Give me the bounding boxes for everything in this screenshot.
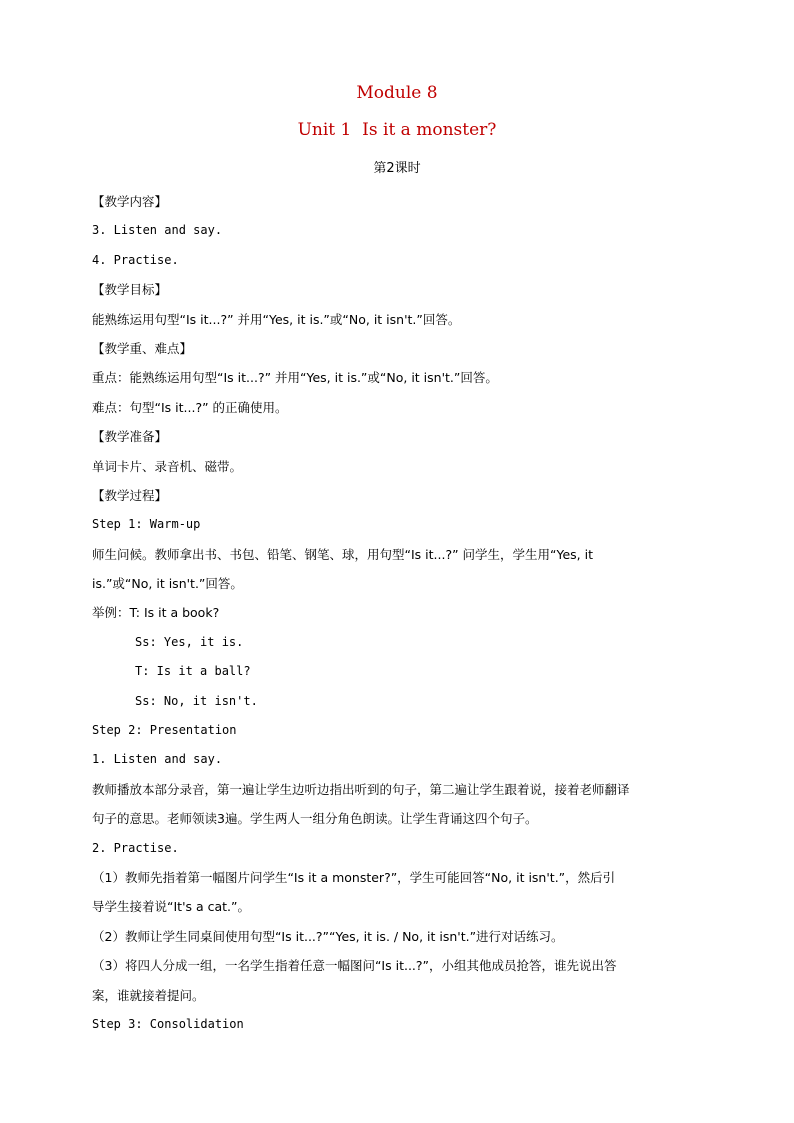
paragraph: 师生问候。教师拿出书、书包、铅笔、钢笔、球，用句型“Is it...?” 问学生，学生用“Yes, it: [92, 546, 594, 562]
paragraph: 能熟练运用句型“Is it...?” 并用“Yes, it is.”或“No, it isn't.”回答。: [92, 311, 461, 327]
step-heading: Step 3: Consolidation: [92, 1016, 244, 1031]
section-heading-key-points: 【教学重、难点】: [92, 340, 193, 356]
paragraph: 难点：句型“Is it...?” 的正确使用。: [92, 399, 288, 415]
paragraph: 案，谁就接着提问。: [92, 987, 205, 1003]
paragraph: 单词卡片、录音机、磁带。: [92, 458, 243, 474]
paragraph: 教师播放本部分录音，第一遍让学生边听边指出听到的句子，第二遍让学生跟着说，接着老师翻译: [92, 781, 630, 797]
section-heading-objectives: 【教学目标】: [92, 282, 168, 298]
paragraph: （1）教师先指着第一幅图片问学生“Is it a monster?”，学生可能回答“No, it isn't.”，然后引: [92, 869, 616, 885]
paragraph: 导学生接着说“It's a cat.”。: [92, 899, 251, 915]
step-heading: Step 1: Warm-up: [92, 517, 201, 532]
example-line: T: Is it a ball?: [135, 664, 251, 679]
paragraph: （2）教师让学生同桌间使用句型“Is it...?”“Yes, it is. / No, it isn't.”进行对话练习。: [92, 928, 564, 944]
module-title: Module 8: [356, 83, 438, 103]
paragraph: is.”或“No, it isn't.”回答。: [92, 576, 243, 592]
section-heading-process: 【教学过程】: [92, 487, 168, 503]
lesson-title: 第2课时: [373, 161, 421, 176]
document-body: [92, 187, 712, 1039]
sub-heading: 1. Listen and say.: [92, 752, 223, 767]
example-line: 举例：T: Is it a book?: [92, 605, 220, 621]
section-heading-content: 【教学内容】: [92, 194, 168, 209]
sub-heading: 2. Practise.: [92, 840, 179, 855]
content-item: 3. Listen and say.: [92, 223, 223, 238]
example-line: Ss: No, it isn't.: [135, 693, 258, 708]
section-heading-preparation: 【教学准备】: [92, 429, 168, 445]
step-heading: Step 2: Presentation: [92, 723, 237, 738]
paragraph: 重点：能熟练运用句型“Is it...?” 并用“Yes, it is.”或“No, it isn't.”回答。: [92, 370, 498, 386]
content-item: 4. Practise.: [92, 252, 179, 267]
example-line: Ss: Yes, it is.: [135, 634, 244, 649]
paragraph: （3）将四人分成一组，一名学生指着任意一幅图问“Is it...?”，小组其他成员抢答，谁先说出答: [92, 958, 617, 974]
paragraph: 句子的意思。老师领读3遍。学生两人一组分角色朗读。让学生背诵这四个句子。: [92, 811, 538, 827]
unit-title: Unit 1 Is it a monster?: [297, 120, 497, 140]
